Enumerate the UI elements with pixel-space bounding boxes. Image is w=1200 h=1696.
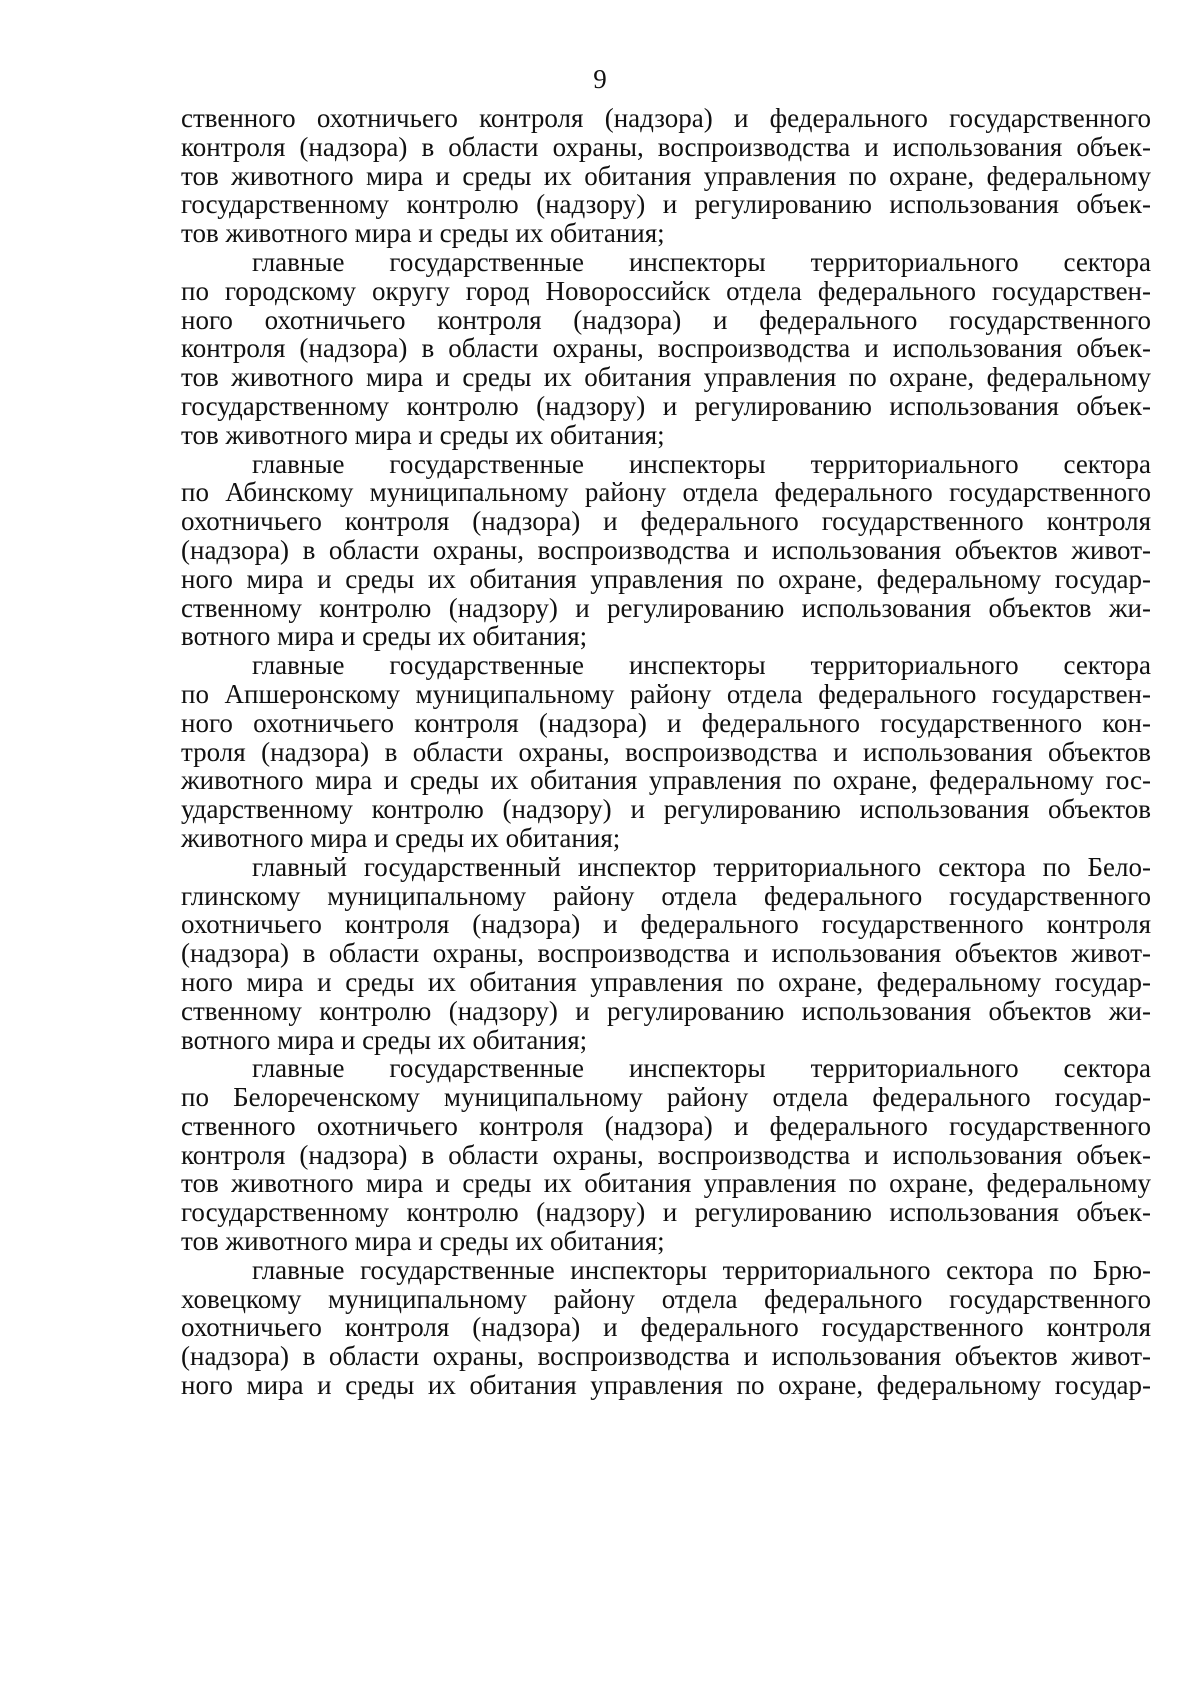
paragraph: [181, 248, 1151, 450]
text-line: главные государственные инспекторы территориального сектора: [252, 1053, 1151, 1084]
document-body: [181, 104, 1151, 1400]
text-line: по Апшеронскому муниципальному району отдела федерального государствен-: [181, 678, 1151, 709]
text-line: контроля (надзора) в области охраны, воспроизводства и использования объек-: [181, 131, 1151, 162]
text-line: ударственному контролю (надзору) и регулированию использования объектов: [181, 794, 1151, 825]
paragraph: [181, 651, 1151, 853]
text-line: троля (надзора) в области охраны, воспроизводства и использования объектов: [181, 736, 1151, 767]
text-line: ного охотничьего контроля (надзора) и федерального государственного кон-: [181, 707, 1151, 738]
text-line: (надзора) в области охраны, воспроизводства и использования объектов живот-: [181, 1341, 1151, 1372]
text-line: по Белореченскому муниципальному району отдела федерального государ-: [181, 1082, 1151, 1113]
text-line: тов животного мира и среды их обитания управления по охране, федеральному: [181, 362, 1151, 393]
text-line: тов животного мира и среды их обитания управления по охране, федеральному: [181, 1168, 1151, 1199]
text-line: по городскому округу город Новороссийск отдела федерального государствен-: [181, 275, 1151, 306]
text-line: ственного охотничьего контроля (надзора) и федерального государственного: [181, 1110, 1151, 1141]
text-line: главные государственные инспекторы территориального сектора по Брю-: [252, 1254, 1151, 1285]
text-line: главный государственный инспектор территориального сектора по Бело-: [252, 851, 1151, 882]
paragraph: [181, 1054, 1151, 1256]
text-line: главные государственные инспекторы территориального сектора: [252, 650, 1151, 681]
text-line: охотничьего контроля (надзора) и федерального государственного контроля: [181, 909, 1151, 940]
text-line: тов животного мира и среды их обитания;: [181, 218, 665, 249]
text-line: ственному контролю (надзору) и регулированию использования объектов жи-: [181, 592, 1151, 623]
text-line: государственному контролю (надзору) и регулированию использования объек-: [181, 1197, 1151, 1228]
text-line: охотничьего контроля (надзора) и федерального государственного контроля: [181, 506, 1151, 537]
page-number: 9: [593, 64, 607, 94]
paragraph: [181, 450, 1151, 652]
text-line: животного мира и среды их обитания;: [181, 822, 621, 853]
text-line: главные государственные инспекторы территориального сектора: [252, 448, 1151, 479]
text-line: глинскому муниципальному району отдела федерального государственного: [181, 880, 1151, 911]
text-line: контроля (надзора) в области охраны, воспроизводства и использования объек-: [181, 333, 1151, 364]
text-line: тов животного мира и среды их обитания;: [181, 1226, 665, 1257]
text-line: ного мира и среды их обитания управления по охране, федеральному государ-: [181, 563, 1151, 594]
text-line: государственному контролю (надзору) и регулированию использования объек-: [181, 390, 1151, 421]
text-line: по Абинскому муниципальному району отдела федерального государственного: [181, 477, 1151, 508]
text-line: вотного мира и среды их обитания;: [181, 1024, 588, 1055]
text-line: государственному контролю (надзору) и регулированию использования объек-: [181, 189, 1151, 220]
text-line: охотничьего контроля (надзора) и федерального государственного контроля: [181, 1312, 1151, 1343]
text-line: ного охотничьего контроля (надзора) и федерального государственного: [181, 304, 1151, 335]
paragraph: [181, 853, 1151, 1055]
text-line: контроля (надзора) в области охраны, воспроизводства и использования объек-: [181, 1139, 1151, 1170]
text-line: ственному контролю (надзору) и регулированию использования объектов жи-: [181, 995, 1151, 1026]
text-line: тов животного мира и среды их обитания;: [181, 419, 665, 450]
paragraph: [181, 104, 1151, 248]
text-line: ного мира и среды их обитания управления по охране, федеральному государ-: [181, 966, 1151, 997]
text-line: ственного охотничьего контроля (надзора) и федерального государственного: [181, 103, 1151, 133]
text-line: ного мира и среды их обитания управления по охране, федеральному государ-: [181, 1370, 1151, 1401]
text-line: животного мира и среды их обитания управления по охране, федеральному гос-: [181, 765, 1151, 796]
text-line: (надзора) в области охраны, воспроизводства и использования объектов живот-: [181, 938, 1151, 969]
text-line: (надзора) в области охраны, воспроизводства и использования объектов живот-: [181, 534, 1151, 565]
text-line: главные государственные инспекторы территориального сектора: [252, 246, 1151, 277]
text-line: вотного мира и среды их обитания;: [181, 621, 588, 652]
text-line: ховецкому муниципальному району отдела федерального государственного: [181, 1283, 1151, 1314]
text-line: тов животного мира и среды их обитания управления по охране, федеральному: [181, 160, 1151, 191]
paragraph: [181, 1256, 1151, 1400]
